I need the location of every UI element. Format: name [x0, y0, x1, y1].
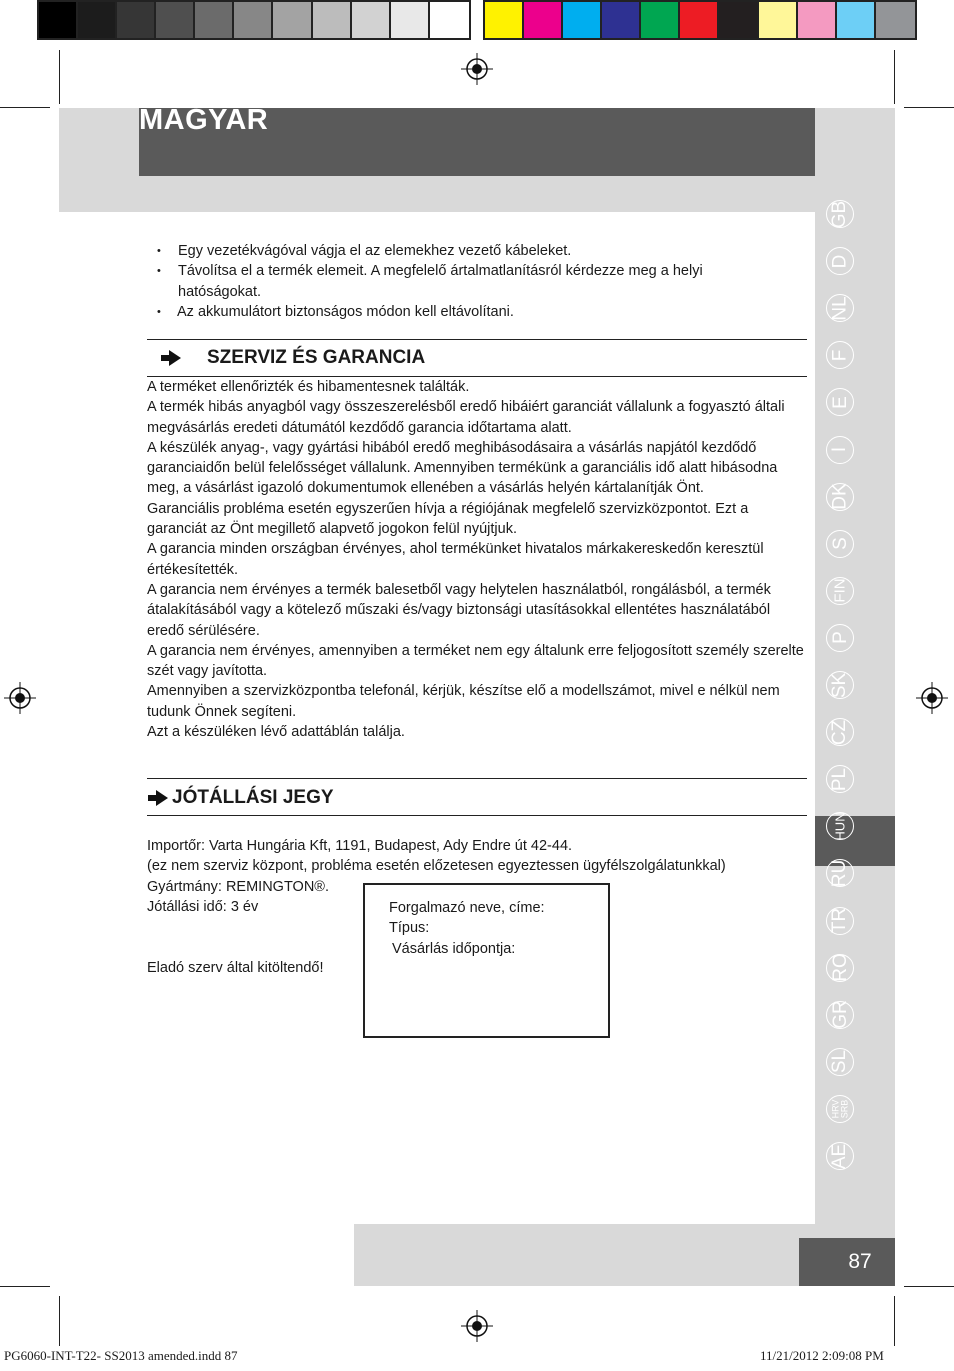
language-tab-label: FIN	[831, 578, 849, 603]
color-swatch	[273, 2, 312, 38]
color-swatch	[234, 2, 273, 38]
language-tab-label: GB	[829, 200, 851, 228]
language-tab-label: I	[829, 446, 851, 453]
arrow-right-icon	[156, 790, 168, 806]
crop-mark	[894, 1296, 895, 1346]
manufacturer-line: Gyártmány: REMINGTON®.	[147, 878, 330, 895]
language-tab-label: HRV SRB	[830, 1099, 849, 1119]
paragraph: A készülék anyag-, vagy gyártási hibából eredő meghibásodásaira a vásárlás napjától kezdődő garanciaidőn belül felelősséget vállalunk. Amennyiben termékünk a garanciális idő alatt hibásodna meg, a vásárlást igazoló dokumentumok ellenében a vásárlás helyén kártalanítják Önt.	[147, 439, 778, 497]
color-swatch	[195, 2, 234, 38]
language-tab-p[interactable]	[826, 624, 854, 652]
color-swatch	[798, 2, 837, 38]
crop-mark	[0, 1286, 50, 1287]
page-title: MAGYAR	[139, 104, 269, 136]
color-swatch	[39, 2, 78, 38]
language-tab-label: F	[829, 349, 851, 362]
color-swatch	[391, 2, 430, 38]
paragraph: Azt a készüléken lévő adattáblán találja.	[147, 724, 405, 741]
language-tab-label: S	[829, 537, 851, 551]
section-rule	[147, 778, 807, 779]
registration-mark-icon	[461, 53, 493, 85]
color-swatch	[78, 2, 117, 38]
language-tab-label: D	[829, 254, 851, 268]
section-rule	[147, 815, 807, 816]
language-tab-gr[interactable]	[826, 1001, 854, 1029]
language-tab-ro[interactable]	[826, 954, 854, 982]
language-tab-i[interactable]	[826, 436, 854, 464]
language-tab-hrv-srb[interactable]	[826, 1095, 854, 1123]
color-swatch	[759, 2, 798, 38]
registration-mark-icon	[461, 1310, 493, 1342]
paragraph: A terméket ellenőrizték és hibamentesnek találták.	[147, 379, 470, 395]
color-swatch	[430, 2, 469, 38]
crop-mark	[59, 50, 60, 104]
language-tab-d[interactable]	[826, 247, 854, 275]
language-tab-s[interactable]	[826, 530, 854, 558]
warranty-period: Jótállási idő: 3 év	[147, 898, 259, 915]
language-tab-label: RO	[829, 953, 851, 982]
file-slug: PG6060-INT-T22- SS2013 amended.indd 87	[4, 1348, 238, 1363]
seller-info-box	[363, 883, 610, 1038]
language-tab-ru[interactable]	[826, 859, 854, 887]
language-tab-label: P	[829, 631, 851, 645]
importer-line: Importőr: Varta Hungária Kft, 1191, Budapest, Ady Endre út 42-44.	[147, 838, 573, 854]
language-tab-label: NL	[829, 296, 851, 321]
paragraph: Amennyiben a szervizközpontba telefonál, kérjük, készítse elő a modellszámot, mivel e nélkül nem tudunk Önnek segíteni.	[147, 683, 780, 720]
color-swatch	[352, 2, 391, 38]
language-tab-label: PL	[829, 767, 851, 791]
crop-mark	[0, 107, 50, 108]
language-tab-gb[interactable]	[826, 200, 854, 228]
paragraph: A garancia minden országban érvényes, ahol termékünket hivatalos márkakereskedőn keresztül értékesítették.	[147, 541, 764, 578]
registration-mark-icon	[916, 682, 948, 714]
color-swatch	[313, 2, 352, 38]
language-tab-label: DK	[829, 483, 851, 510]
service-heading	[147, 347, 425, 369]
registration-mark-icon	[4, 682, 36, 714]
seller-fill-note: Eladó szerv által kitöltendő!	[147, 959, 324, 976]
grayscale-colorbar	[37, 0, 471, 40]
color-swatch	[641, 2, 680, 38]
paragraph: A garancia nem érvényes, amennyiben a terméket nem egy általunk erre feljogosított személy szerelte szét vagy javította.	[147, 642, 804, 680]
language-tab-tr[interactable]	[826, 907, 854, 935]
crop-mark	[59, 1296, 60, 1346]
color-swatch	[837, 2, 876, 38]
crop-mark	[894, 50, 895, 104]
language-tab-sl[interactable]	[826, 1048, 854, 1076]
distributor-field-label: Forgalmazó neve, címe:	[389, 900, 545, 916]
color-colorbar	[483, 0, 917, 40]
language-tab-cz[interactable]	[826, 718, 854, 746]
crop-mark	[904, 107, 954, 108]
service-heading-text: SZERVIZ ÉS GARANCIA	[207, 347, 426, 368]
language-tab-label: E	[829, 396, 851, 409]
color-swatch	[602, 2, 641, 38]
purchase-date-field-label: Vásárlás időpontja:	[392, 940, 516, 957]
color-swatch	[680, 2, 719, 38]
warranty-heading	[147, 787, 334, 809]
list-item: • Távolítsa el a termék elemeit. A megfelelő ártalmatlanításról kérdezze meg a helyi hatóságokat.	[147, 261, 807, 302]
language-tab-pl[interactable]	[826, 765, 854, 793]
language-tab-label: CZ	[829, 719, 851, 745]
language-tab-dk[interactable]	[826, 483, 854, 511]
print-timestamp: 11/21/2012 2:09:08 PM	[760, 1348, 884, 1363]
page-number: 87	[848, 1250, 872, 1273]
color-swatch	[563, 2, 602, 38]
language-tab-label: SK	[829, 672, 851, 698]
color-swatch	[876, 2, 915, 38]
color-swatch	[524, 2, 563, 38]
language-tab-label: AE	[829, 1143, 851, 1169]
color-swatch	[156, 2, 195, 38]
language-sidebar	[815, 212, 895, 1286]
language-tab-fin[interactable]	[826, 577, 854, 605]
language-tab-sk[interactable]	[826, 671, 854, 699]
paragraph: A garancia nem érvényes a termék balesetből vagy helytelen használatból, rongálásból, a termék átalakításából vagy a kötelező műszaki és/vagy biztonsági utasításokkal ellentétes használatából eredő sérülésére.	[147, 581, 771, 639]
paragraph: Garanciális probléma esetén egyszerűen hívja a régiójának megfelelő szervizközpontot. Ezt a garanciát az Önt megillető alapvető jogokon felül nyújtjuk.	[147, 500, 749, 538]
color-swatch	[117, 2, 156, 38]
type-field-label: Típus:	[389, 920, 430, 937]
language-tab-label: SL	[829, 1050, 851, 1074]
language-tab-label: GR	[829, 1000, 851, 1029]
service-text	[147, 377, 809, 742]
paragraph: A termék hibás anyagból vagy összeszerelésből eredő hibáiért garanciát vállalunk a fogyasztó általi megvásárlás eredeti dátumától kezdődő garancia időtartama alatt.	[147, 399, 785, 436]
list-item: • Egy vezetékvágóval vágja el az elemekhez vezető kábeleket.	[147, 241, 807, 261]
crop-mark	[904, 1286, 954, 1287]
footer-band	[354, 1224, 815, 1286]
language-tab-nl[interactable]	[826, 294, 854, 322]
language-tab-label: TR	[829, 907, 851, 934]
disposal-bullet-list	[147, 241, 807, 322]
list-item: • Az akkumulátort biztonságos módon kell eltávolítani.	[147, 302, 807, 322]
color-swatch	[485, 2, 524, 38]
section-rule	[147, 339, 807, 340]
warranty-heading-text: JÓTÁLLÁSI JEGY	[172, 787, 334, 808]
language-tab-label: RU	[829, 859, 851, 888]
color-swatch	[719, 2, 758, 38]
language-tab-label: HUN	[832, 812, 848, 841]
importer-note: (ez nem szerviz központ, probléma esetén előzetesen egyeztessen ügyfélszolgálatunkkal)	[147, 858, 726, 875]
arrow-right-icon	[169, 350, 181, 366]
language-tab-ae[interactable]	[826, 1142, 854, 1170]
